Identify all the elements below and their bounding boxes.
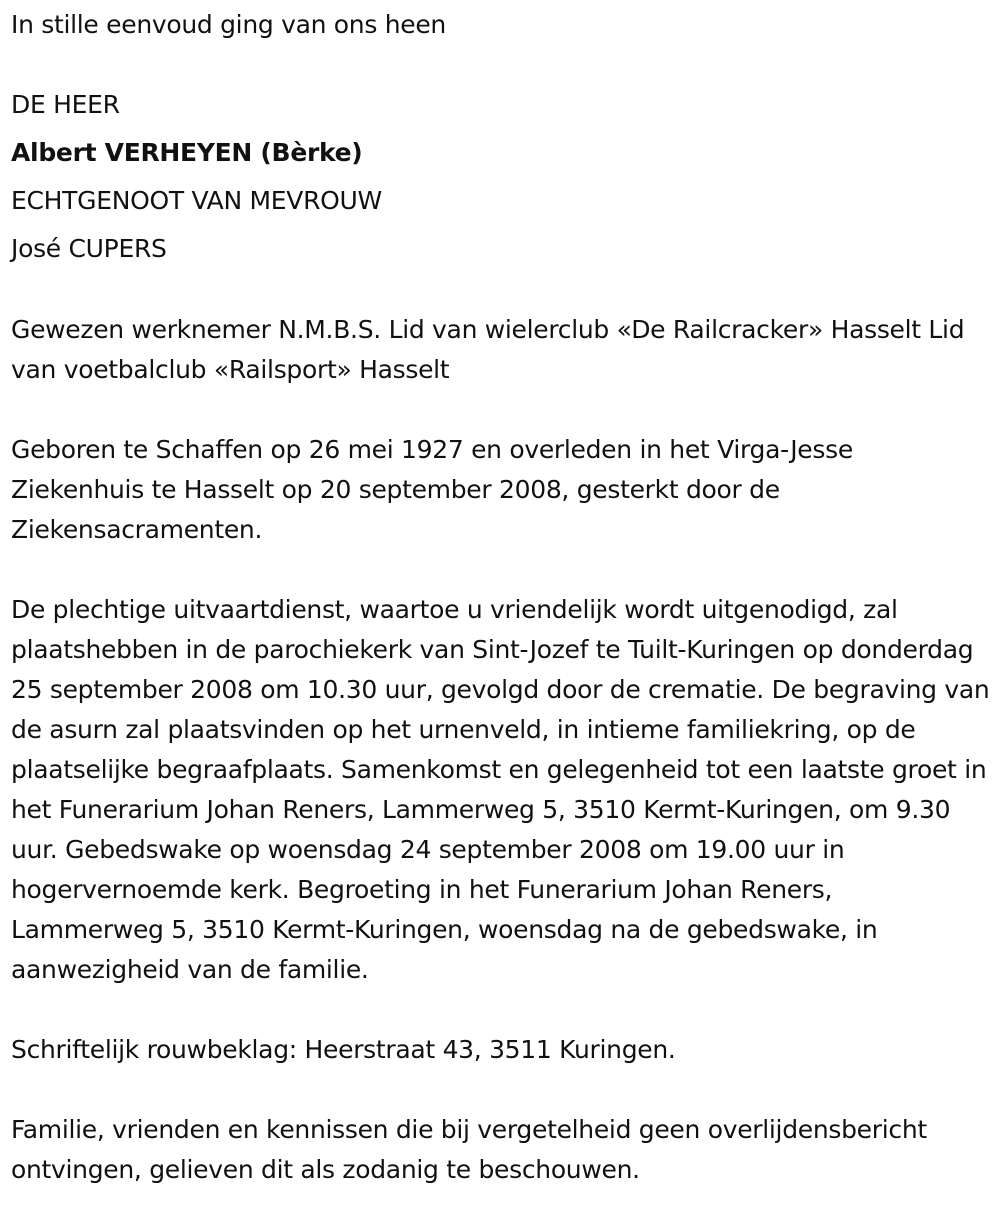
deceased-name: Albert VERHEYEN (Bèrke) bbox=[11, 138, 363, 167]
condolences-line: Schriftelijk rouwbeklag: Heerstraat 43, 3511 Kuringen. bbox=[11, 1035, 676, 1064]
birth-death-paragraph: Geboren te Schaffen op 26 mei 1927 en overleden in het Virga-Jesse Ziekenhuis te Hasselt op 20 september 2008, gesterkt door de Ziekensacramenten. bbox=[11, 435, 853, 544]
spouse-label: ECHTGENOOT VAN MEVROUW bbox=[11, 186, 382, 215]
intro-line: In stille eenvoud ging van ons heen bbox=[11, 10, 446, 39]
spouse-name: José CUPERS bbox=[11, 234, 167, 263]
title-prefix: DE HEER bbox=[11, 90, 120, 119]
funeral-service-paragraph: De plechtige uitvaartdienst, waartoe u vriendelijk wordt uitgenodigd, zal plaatshebben in de parochiekerk van Sint-Jozef te Tuilt-Kuringen op donderdag 25 september 2008 om 10.30 uur, gevolgd door de crematie. De begraving van de asurn zal plaatsvinden op het urnenveld, in intieme familiekring, op de plaatselijke begraafplaats. Samenkomst en gelegenheid tot een laatste groet in het Funerarium Johan Reners, Lammerweg 5, 3510 Kermt-Kuringen, om 9.30 uur. Gebedswake op woensdag 24 september 2008 om 19.00 uur in hogervernoemde kerk. Begroeting in het Funerarium Johan Reners, Lammerweg 5, 3510 Kermt-Kuringen, woensdag na de gebedswake, in aanwezigheid van de familie. bbox=[11, 595, 990, 984]
closing-paragraph: Familie, vrienden en kennissen die bij vergetelheid geen overlijdensbericht ontvingen, gelieven dit als zodanig te beschouwen. bbox=[11, 1115, 927, 1184]
affiliations-paragraph: Gewezen werknemer N.M.B.S. Lid van wielerclub «De Railcracker» Hasselt Lid van voetbalclub «Railsport» Hasselt bbox=[11, 315, 965, 384]
